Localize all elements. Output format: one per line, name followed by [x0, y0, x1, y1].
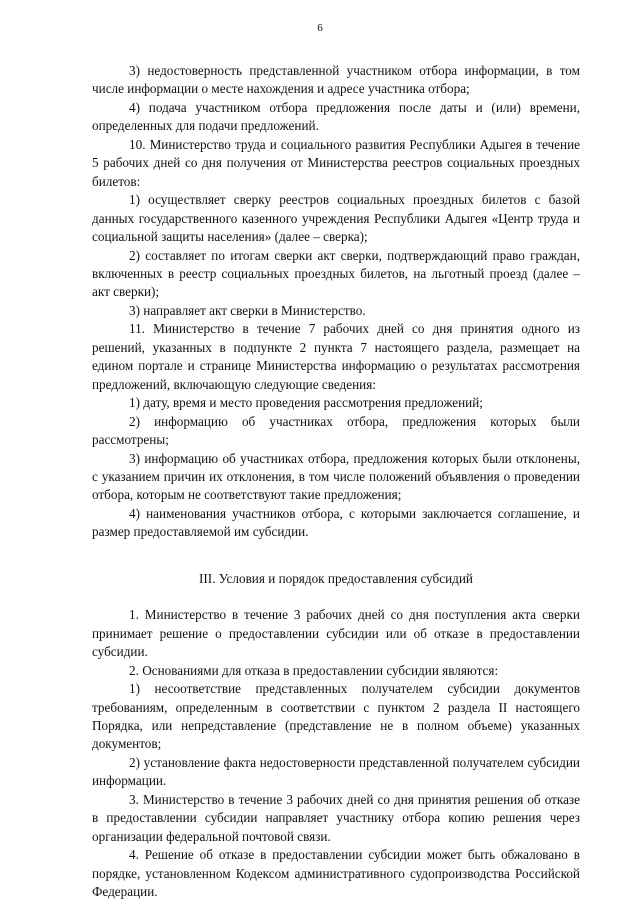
document-body: [92, 62, 580, 901]
paragraph: 2) информацию об участниках отбора, предложения которых были рассмотрены;: [92, 413, 580, 448]
paragraph: 10. Министерство труда и социального развития Республики Адыгея в течение 5 рабочих дней со дня получения от Министерства реестров социальных проездных билетов:: [92, 136, 580, 189]
paragraph: 11. Министерство в течение 7 рабочих дней со дня принятия одного из решений, указанных в подпункте 2 пункта 7 настоящего раздела, размещает на едином портале и странице Министерства информацию о результатах рассмотрения предложений, включающую следующие сведения:: [92, 321, 580, 392]
paragraph: 1) дату, время и место проведения рассмотрения предложений;: [129, 395, 483, 411]
paragraph: 1) несоответствие представленных получателем субсидии документов требованиям, определенным в соответствии с пунктом 2 раздела II настоящего Порядка, или непредставление (представление не в полном объеме) указанных документов;: [92, 681, 580, 752]
paragraph: 3) направляет акт сверки в Министерство.: [129, 302, 366, 318]
page-number: 6: [317, 22, 323, 34]
paragraph: 2) составляет по итогам сверки акт сверки, подтверждающий право граждан, включенных в реестр социальных проездных билетов, на льготный проезд (далее – акт сверки);: [92, 247, 580, 300]
paragraph: 4. Решение об отказе в предоставлении субсидии может быть обжаловано в порядке, установленном Кодексом административного судопроизводства Российской Федерации.: [92, 847, 580, 900]
paragraph: 4) наименования участников отбора, с которыми заключается соглашение, и размер предоставляемой им субсидии.: [92, 505, 580, 540]
paragraph: 3) недостоверность представленной участником отбора информации, в том числе информации о месте нахождения и адресе участника отбора;: [92, 63, 580, 97]
paragraph: 2) установление факта недостоверности представленной получателем субсидии информации.: [92, 754, 580, 789]
paragraph: 1) осуществляет сверку реестров социальных проездных билетов с базой данных государственного казенного учреждения Республики Адыгея «Центр труда и социальной защиты населения» (далее – сверка);: [92, 192, 580, 245]
section-heading: III. Условия и порядок предоставления субсидий: [199, 570, 473, 586]
paragraph: 3) информацию об участниках отбора, предложения которых были отклонены, с указанием причин их отклонения, в том числе положений объявления о проведении отбора, которым не соответствуют такие предложения;: [92, 450, 580, 503]
paragraph: 4) подача участником отбора предложения после даты и (или) времени, определенных для подачи предложений.: [92, 99, 580, 134]
paragraph: 1. Министерство в течение 3 рабочих дней со дня поступления акта сверки принимает решение о предоставлении субсидии или об отказе в предоставлении субсидии.: [92, 607, 580, 660]
paragraph: 3. Министерство в течение 3 рабочих дней со дня принятия решения об отказе в предоставлении субсидии направляет участнику отбора копию решения через организации федеральной почтовой связи.: [92, 791, 580, 844]
paragraph: 2. Основаниями для отказа в предоставлении субсидии являются:: [129, 662, 499, 678]
